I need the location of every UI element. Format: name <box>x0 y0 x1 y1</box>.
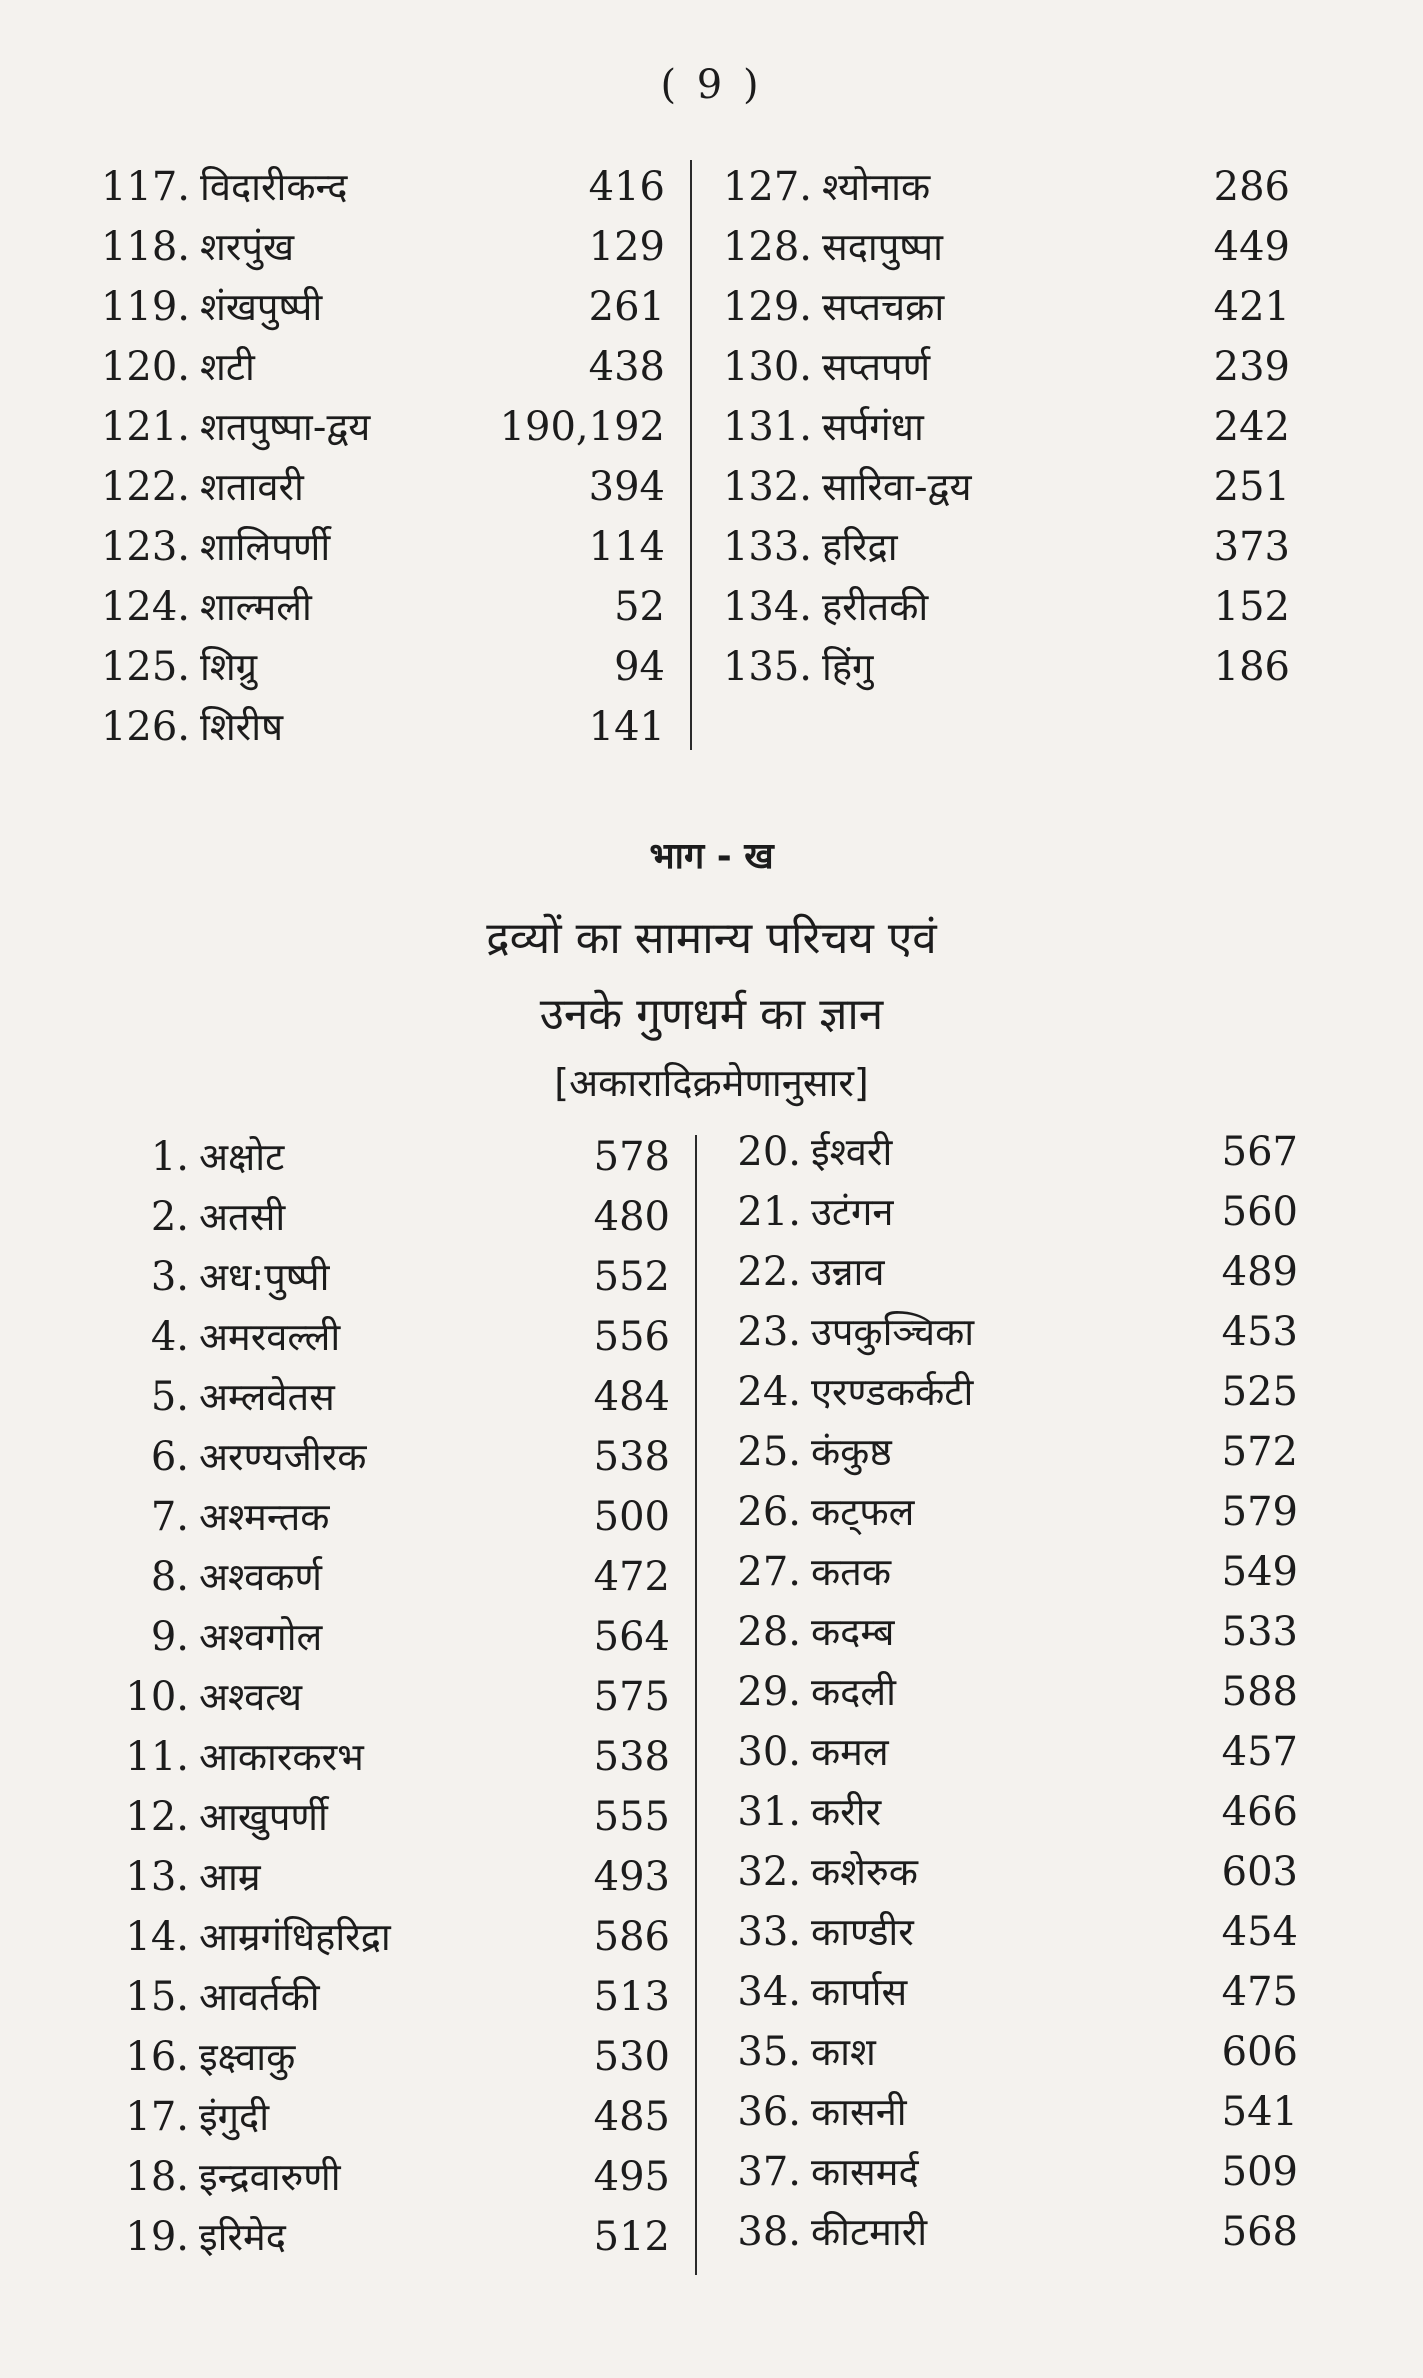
item-number: 1. <box>150 1134 189 1180</box>
item-name: सारिवा-द्वय <box>822 465 972 509</box>
item-name: कमल <box>811 1730 889 1774</box>
list-item <box>115 1430 670 1490</box>
list-item <box>115 1550 670 1610</box>
item-page: 421 <box>1213 284 1290 330</box>
item-number: 12. <box>125 1794 189 1840</box>
list-item <box>115 1730 670 1790</box>
item-page: 475 <box>1221 1969 1298 2015</box>
list-item <box>725 1605 1298 1665</box>
list-item <box>725 1905 1298 1965</box>
item-number: 124. <box>100 584 190 630</box>
list-item <box>708 220 1290 280</box>
list-item <box>115 2090 670 2150</box>
item-name: अम्लवेतस <box>199 1375 335 1419</box>
list-item <box>85 520 665 580</box>
item-name: अक्षोट <box>199 1135 285 1179</box>
item-page: 556 <box>593 1314 670 1360</box>
item-number: 16. <box>125 2034 189 2080</box>
list-item <box>708 580 1290 640</box>
item-name: कीटमारी <box>811 2210 928 2254</box>
item-page: 453 <box>1221 1309 1298 1355</box>
item-name: सर्पगंधा <box>822 405 924 449</box>
part-a-right-column <box>708 160 1290 700</box>
item-number: 10. <box>125 1674 189 1720</box>
item-name: इरिमेद <box>199 2215 286 2259</box>
item-name: कार्पास <box>811 1970 908 2014</box>
item-number: 31. <box>737 1789 801 1835</box>
item-number: 122. <box>100 464 190 510</box>
item-number: 128. <box>722 224 812 270</box>
item-name: कासनी <box>811 2090 907 2134</box>
list-item <box>85 280 665 340</box>
item-name: शंखपुष्पी <box>200 285 323 329</box>
item-name: शटी <box>200 345 255 389</box>
item-page: 564 <box>593 1614 670 1660</box>
item-name: कासमर्द <box>811 2150 919 2194</box>
list-item <box>725 1665 1298 1725</box>
item-number: 15. <box>125 1974 189 2020</box>
item-page: 480 <box>593 1194 670 1240</box>
item-number: 22. <box>737 1249 801 1295</box>
part-b-title-line1: द्रव्यों का सामान्य परिचय एवं <box>486 913 937 964</box>
item-page: 578 <box>593 1134 670 1180</box>
item-number: 132. <box>722 464 812 510</box>
item-page: 513 <box>593 1974 670 2020</box>
item-name: अश्वकर्ण <box>199 1555 322 1599</box>
item-name: सप्तचक्रा <box>822 285 945 329</box>
item-number: 21. <box>737 1189 801 1235</box>
item-number: 133. <box>722 524 812 570</box>
item-number: 129. <box>722 284 812 330</box>
item-page: 568 <box>1221 2209 1298 2255</box>
item-number: 127. <box>722 164 812 210</box>
item-page: 588 <box>1221 1669 1298 1715</box>
item-number: 2. <box>150 1194 189 1240</box>
item-number: 30. <box>737 1729 801 1775</box>
item-name: काण्डीर <box>811 1910 914 1954</box>
item-page: 538 <box>593 1734 670 1780</box>
item-page: 484 <box>593 1374 670 1420</box>
list-item <box>725 1305 1298 1365</box>
part-b-left-column <box>115 1130 670 2270</box>
list-item <box>115 1790 670 1850</box>
item-name: कदम्ब <box>811 1610 895 1654</box>
list-item <box>708 280 1290 340</box>
item-name: आम्रगंधिहरिद्रा <box>199 1915 391 1959</box>
part-a-left-column <box>85 160 665 760</box>
item-name: कशेरुक <box>811 1850 918 1894</box>
item-name: इन्द्रवारुणी <box>199 2155 341 2199</box>
item-number: 135. <box>722 644 812 690</box>
list-item <box>725 2145 1298 2205</box>
item-number: 20. <box>737 1129 801 1175</box>
item-page: 251 <box>1213 464 1290 510</box>
item-page: 603 <box>1221 1849 1298 1895</box>
list-item <box>85 220 665 280</box>
page-number: ( 9 ) <box>660 62 763 108</box>
item-page: 94 <box>614 644 665 690</box>
item-page: 549 <box>1221 1549 1298 1595</box>
item-number: 119. <box>100 284 190 330</box>
item-name: कदली <box>811 1670 896 1714</box>
item-page: 579 <box>1221 1489 1298 1535</box>
item-page: 239 <box>1213 344 1290 390</box>
item-number: 125. <box>100 644 190 690</box>
list-item <box>115 2210 670 2270</box>
item-page: 286 <box>1213 164 1290 210</box>
item-number: 121. <box>100 404 190 450</box>
list-item <box>725 1845 1298 1905</box>
item-number: 24. <box>737 1369 801 1415</box>
item-page: 533 <box>1221 1609 1298 1655</box>
item-number: 36. <box>737 2089 801 2135</box>
list-item <box>725 1125 1298 1185</box>
item-page: 454 <box>1221 1909 1298 1955</box>
item-name: काश <box>811 2030 876 2074</box>
list-item <box>725 1965 1298 2025</box>
item-name: आम्र <box>199 1855 261 1899</box>
item-name: शतावरी <box>200 465 304 509</box>
item-name: सदापुष्पा <box>822 225 943 269</box>
part-b-column-divider <box>695 1135 697 2275</box>
item-name: करीर <box>811 1790 882 1834</box>
list-item <box>115 1670 670 1730</box>
item-name: श्योनाक <box>822 165 931 209</box>
item-page: 141 <box>588 704 665 750</box>
item-page: 152 <box>1213 584 1290 630</box>
item-page: 394 <box>588 464 665 510</box>
item-name: उटंगन <box>811 1190 894 1234</box>
item-number: 37. <box>737 2149 801 2195</box>
item-name: आवर्तकी <box>199 1975 320 2019</box>
list-item <box>85 400 665 460</box>
list-item <box>708 520 1290 580</box>
item-number: 126. <box>100 704 190 750</box>
item-name: अमरवल्ली <box>199 1315 341 1359</box>
list-item <box>725 1725 1298 1785</box>
item-page: 552 <box>593 1254 670 1300</box>
item-page: 186 <box>1213 644 1290 690</box>
list-item <box>725 1485 1298 1545</box>
item-number: 26. <box>737 1489 801 1535</box>
list-item <box>115 1970 670 2030</box>
item-page: 242 <box>1213 404 1290 450</box>
item-number: 118. <box>100 224 190 270</box>
list-item <box>115 1130 670 1190</box>
item-number: 19. <box>125 2214 189 2260</box>
item-page: 512 <box>593 2214 670 2260</box>
item-name: हरीतकी <box>822 585 929 629</box>
item-name: विदारीकन्द <box>200 165 348 209</box>
item-name: हरिद्रा <box>822 525 898 569</box>
list-item <box>115 1490 670 1550</box>
list-item <box>85 160 665 220</box>
item-page: 500 <box>593 1494 670 1540</box>
item-page: 509 <box>1221 2149 1298 2195</box>
list-item <box>725 1365 1298 1425</box>
item-number: 32. <box>737 1849 801 1895</box>
item-page: 541 <box>1221 2089 1298 2135</box>
item-number: 123. <box>100 524 190 570</box>
item-number: 33. <box>737 1909 801 1955</box>
item-page: 449 <box>1213 224 1290 270</box>
item-page: 575 <box>593 1674 670 1720</box>
item-name: आखुपर्णी <box>199 1795 328 1839</box>
item-number: 17. <box>125 2094 189 2140</box>
item-page: 489 <box>1221 1249 1298 1295</box>
item-name: इंगुदी <box>199 2095 270 2139</box>
item-page: 114 <box>588 524 665 570</box>
part-b-right-column <box>725 1125 1298 2265</box>
item-name: अरण्यजीरक <box>199 1435 367 1479</box>
list-item <box>708 460 1290 520</box>
item-name: अश्वगोल <box>199 1615 323 1659</box>
item-page: 586 <box>593 1914 670 1960</box>
item-number: 35. <box>737 2029 801 2075</box>
item-number: 5. <box>150 1374 189 1420</box>
item-number: 38. <box>737 2209 801 2255</box>
item-number: 6. <box>150 1434 189 1480</box>
item-name: शरपुंख <box>200 225 295 269</box>
item-number: 8. <box>150 1554 189 1600</box>
list-item <box>85 340 665 400</box>
list-item <box>115 1250 670 1310</box>
item-name: शालिपर्णी <box>200 525 331 569</box>
item-number: 130. <box>722 344 812 390</box>
item-name: कंकुष्ठ <box>811 1430 892 1474</box>
item-page: 129 <box>588 224 665 270</box>
item-name: शिग्रु <box>200 645 258 689</box>
list-item <box>725 1185 1298 1245</box>
list-item <box>85 460 665 520</box>
item-name: एरण्डकर्कटी <box>811 1370 974 1414</box>
list-item <box>725 1245 1298 1305</box>
item-page: 457 <box>1221 1729 1298 1775</box>
list-item <box>708 400 1290 460</box>
list-item <box>85 700 665 760</box>
item-number: 14. <box>125 1914 189 1960</box>
item-page: 485 <box>593 2094 670 2140</box>
item-name: कतक <box>811 1550 892 1594</box>
item-page: 606 <box>1221 2029 1298 2075</box>
part-b-title-line2: उनके गुणधर्म का ज्ञान <box>539 989 884 1040</box>
item-name: शतपुष्पा-द्वय <box>200 405 371 449</box>
item-name: इक्ष्वाकु <box>199 2035 296 2079</box>
list-item <box>725 2025 1298 2085</box>
part-b-label: भाग - ख <box>649 836 774 877</box>
item-number: 7. <box>150 1494 189 1540</box>
list-item <box>708 640 1290 700</box>
item-page: 472 <box>593 1554 670 1600</box>
item-number: 34. <box>737 1969 801 2015</box>
item-page: 52 <box>614 584 665 630</box>
item-number: 120. <box>100 344 190 390</box>
item-page: 466 <box>1221 1789 1298 1835</box>
item-number: 18. <box>125 2154 189 2200</box>
list-item <box>708 160 1290 220</box>
list-item <box>115 1610 670 1670</box>
item-name: अश्मन्तक <box>199 1495 330 1539</box>
list-item <box>725 2085 1298 2145</box>
item-number: 134. <box>722 584 812 630</box>
item-name: अतसी <box>199 1195 286 1239</box>
part-a-column-divider <box>690 160 692 750</box>
item-page: 572 <box>1221 1429 1298 1475</box>
list-item <box>115 1310 670 1370</box>
list-item <box>115 1850 670 1910</box>
list-item <box>725 1425 1298 1485</box>
item-number: 23. <box>737 1309 801 1355</box>
item-page: 567 <box>1221 1129 1298 1175</box>
list-item <box>115 1910 670 1970</box>
item-page: 190,192 <box>499 404 665 450</box>
item-page: 493 <box>593 1854 670 1900</box>
item-page: 530 <box>593 2034 670 2080</box>
item-number: 27. <box>737 1549 801 1595</box>
item-page: 261 <box>588 284 665 330</box>
item-number: 25. <box>737 1429 801 1475</box>
item-name: उपकुञ्चिका <box>811 1310 975 1354</box>
list-item <box>708 340 1290 400</box>
item-number: 9. <box>150 1614 189 1660</box>
list-item <box>85 640 665 700</box>
item-number: 11. <box>125 1734 189 1780</box>
list-item <box>725 1545 1298 1605</box>
item-name: उन्नाव <box>811 1250 885 1294</box>
item-name: अश्वत्थ <box>199 1675 303 1719</box>
item-number: 117. <box>100 164 190 210</box>
item-page: 555 <box>593 1794 670 1840</box>
item-number: 3. <box>150 1254 189 1300</box>
list-item <box>115 2030 670 2090</box>
item-page: 538 <box>593 1434 670 1480</box>
item-name: हिंगु <box>822 645 874 689</box>
item-number: 4. <box>150 1314 189 1360</box>
item-name: शिरीष <box>200 705 284 749</box>
list-item <box>725 1785 1298 1845</box>
part-b-note: [अकारादिक्रमेणानुसार] <box>554 1061 869 1105</box>
item-number: 29. <box>737 1669 801 1715</box>
item-name: कट्फल <box>811 1490 915 1534</box>
list-item <box>725 2205 1298 2265</box>
item-number: 131. <box>722 404 812 450</box>
item-name: शाल्मली <box>200 585 312 629</box>
item-name: अध:पुष्पी <box>199 1255 330 1299</box>
list-item <box>115 1370 670 1430</box>
list-item <box>115 2150 670 2210</box>
item-page: 495 <box>593 2154 670 2200</box>
item-page: 560 <box>1221 1189 1298 1235</box>
list-item <box>115 1190 670 1250</box>
item-page: 525 <box>1221 1369 1298 1415</box>
list-item <box>85 580 665 640</box>
item-page: 438 <box>588 344 665 390</box>
item-name: ईश्वरी <box>811 1130 893 1174</box>
item-number: 28. <box>737 1609 801 1655</box>
item-name: सप्तपर्ण <box>822 345 931 389</box>
item-number: 13. <box>125 1854 189 1900</box>
item-page: 416 <box>588 164 665 210</box>
item-name: आकारकरभ <box>199 1735 364 1779</box>
item-page: 373 <box>1213 524 1290 570</box>
